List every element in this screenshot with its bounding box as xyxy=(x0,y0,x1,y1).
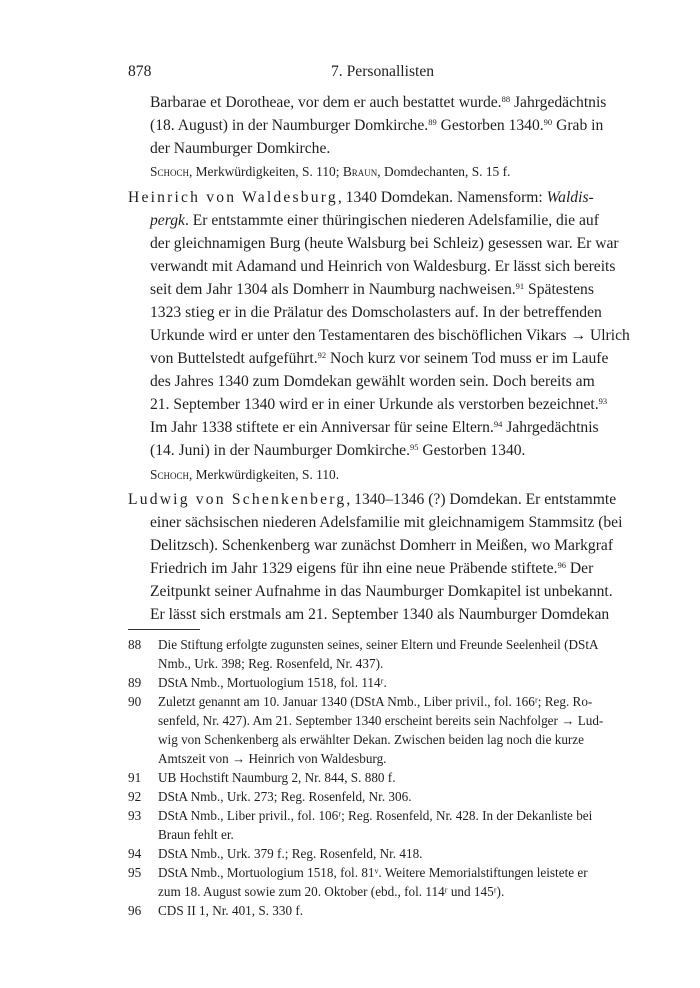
footnote-92: 92 DStA Nmb., Urk. 273; Reg. Rosenfeld, Nr. 306. xyxy=(128,789,412,804)
text-line: der gleichnamigen Burg (heute Walsburg bei Schleiz) gesessen war. Er war xyxy=(150,235,619,252)
text-line: pergk. Er entstammte einer thüringischen niederen Adelsfamilie, die auf xyxy=(150,212,599,229)
text-line: von Buttelstedt aufgeführt.$^{92}$ Noch kurz vor seinem Tod muss er im Laufe xyxy=(150,350,609,367)
text-line: Delitzsch). Schenkenberg war zunächst Domherr in Meißen, wo Markgraf xyxy=(150,537,614,554)
running-title: 7. Personallisten xyxy=(331,63,435,80)
text-line: der Naumburger Domkirche. xyxy=(150,140,331,157)
text-line: einer sächsischen niederen Adelsfamilie mit gleichnamigem Stammsitz (bei xyxy=(150,514,623,531)
footnote-line: Braun fehlt er. xyxy=(158,827,234,842)
text-line: seit dem Jahr 1304 als Domherr in Naumburg nachweisen.$^{91}$ Spätestens xyxy=(150,281,594,298)
footnote-93: 93 DStA Nmb., Liber privil., fol. 106ʳ; Reg. Rosenfeld, Nr. 428. In der Dekanliste bei xyxy=(128,808,593,823)
footnote-line: Nmb., Urk. 398; Reg. Rosenfeld, Nr. 437). xyxy=(158,656,384,671)
text-line: Friedrich im Jahr 1329 eigens für ihn eine neue Präbende stiftete.$^{96}$ Der xyxy=(150,560,594,577)
footnote-line: senfeld, Nr. 427). Am 21. September 1340 erscheint bereits sein Nachfolger → Lud- xyxy=(158,713,604,728)
text-line: verwandt mit Adamand und Heinrich von Waldesburg. Er lässt sich bereits xyxy=(150,258,616,275)
text-line: 21. September 1340 wird er in einer Urkunde als verstorben bezeichnet.$^{93}$ xyxy=(150,396,608,413)
page-number: 878 xyxy=(128,63,152,80)
citation-line: Schoch, Merkwürdigkeiten, S. 110. xyxy=(150,467,340,482)
footnote-separator xyxy=(128,629,200,630)
text-line: Barbarae et Dorotheae, vor dem er auch bestattet wurde.$^{88}$ Jahrgedächtnis xyxy=(150,94,607,111)
citation-line: Schoch, Merkwürdigkeiten, S. 110; Braun, Domdechanten, S. 15 f. xyxy=(150,164,511,179)
text-line: Er lässt sich erstmals am 21. September 1340 als Naumburger Domdekan xyxy=(150,606,610,623)
text-line: Urkunde wird er unter den Testamentaren des bischöflichen Vikars → Ulrich xyxy=(150,327,630,344)
footnote-89: 89 DStA Nmb., Mortuologium 1518, fol. 114ʳ. xyxy=(128,675,387,690)
entry-heading-line: Heinrich von Waldesburg, 1340 Domdekan. Namensform: Waldis- xyxy=(128,189,594,206)
text-line: Zeitpunkt seiner Aufnahme in das Naumburger Domkapitel ist unbekannt. xyxy=(150,583,613,600)
text-line: des Jahres 1340 zum Domdekan gewählt worden sein. Doch bereits am xyxy=(150,373,595,390)
footnote-96: 96 CDS II 1, Nr. 401, S. 330 f. xyxy=(128,903,304,918)
text-line: 1323 stieg er in die Prälatur des Domscholasters auf. In der betreffenden xyxy=(150,304,602,321)
footnote-line: zum 18. August sowie zum 20. Oktober (ebd., fol. 114ʳ und 145ʳ). xyxy=(158,884,505,899)
entry-heading-line: Ludwig von Schenkenberg, 1340–1346 (?) Domdekan. Er entstammte xyxy=(128,491,617,508)
footnote-88: 88 Die Stiftung erfolgte zugunsten seines, seiner Eltern und Freunde Seelenheil (DStA xyxy=(128,637,599,652)
footnote-95: 95 DStA Nmb., Mortuologium 1518, fol. 81ᵛ. Weitere Memorialstiftungen leistete er xyxy=(128,865,588,880)
footnote-line: Amtszeit von → Heinrich von Waldesburg. xyxy=(158,751,387,766)
footnote-94: 94 DStA Nmb., Urk. 379 f.; Reg. Rosenfeld, Nr. 418. xyxy=(128,846,423,861)
entry-name: Heinrich von Waldesburg xyxy=(128,189,338,206)
text-line: (18. August) in der Naumburger Domkirche.$^{89}$ Gestorben 1340.90 Grab in xyxy=(150,117,604,134)
footnote-line: wig von Schenkenberg als erwählter Dekan. Zwischen beiden lag noch die kurze xyxy=(158,732,585,747)
text-line: (14. Juni) in der Naumburger Domkirche.$^{95}$ Gestorben 1340. xyxy=(150,442,526,459)
footnote-91: 91 UB Hochstift Naumburg 2, Nr. 844, S. 880 f. xyxy=(128,770,396,785)
entry-name: Ludwig von Schenkenberg xyxy=(128,491,347,508)
text-line: Im Jahr 1338 stiftete er ein Anniversar für seine Eltern.$^{94}$ Jahrgedächtnis xyxy=(150,419,599,436)
footnote-90: 90 Zuletzt genannt am 10. Januar 1340 (DStA Nmb., Liber privil., fol. 166ʳ; Reg. Ro- xyxy=(128,694,593,709)
